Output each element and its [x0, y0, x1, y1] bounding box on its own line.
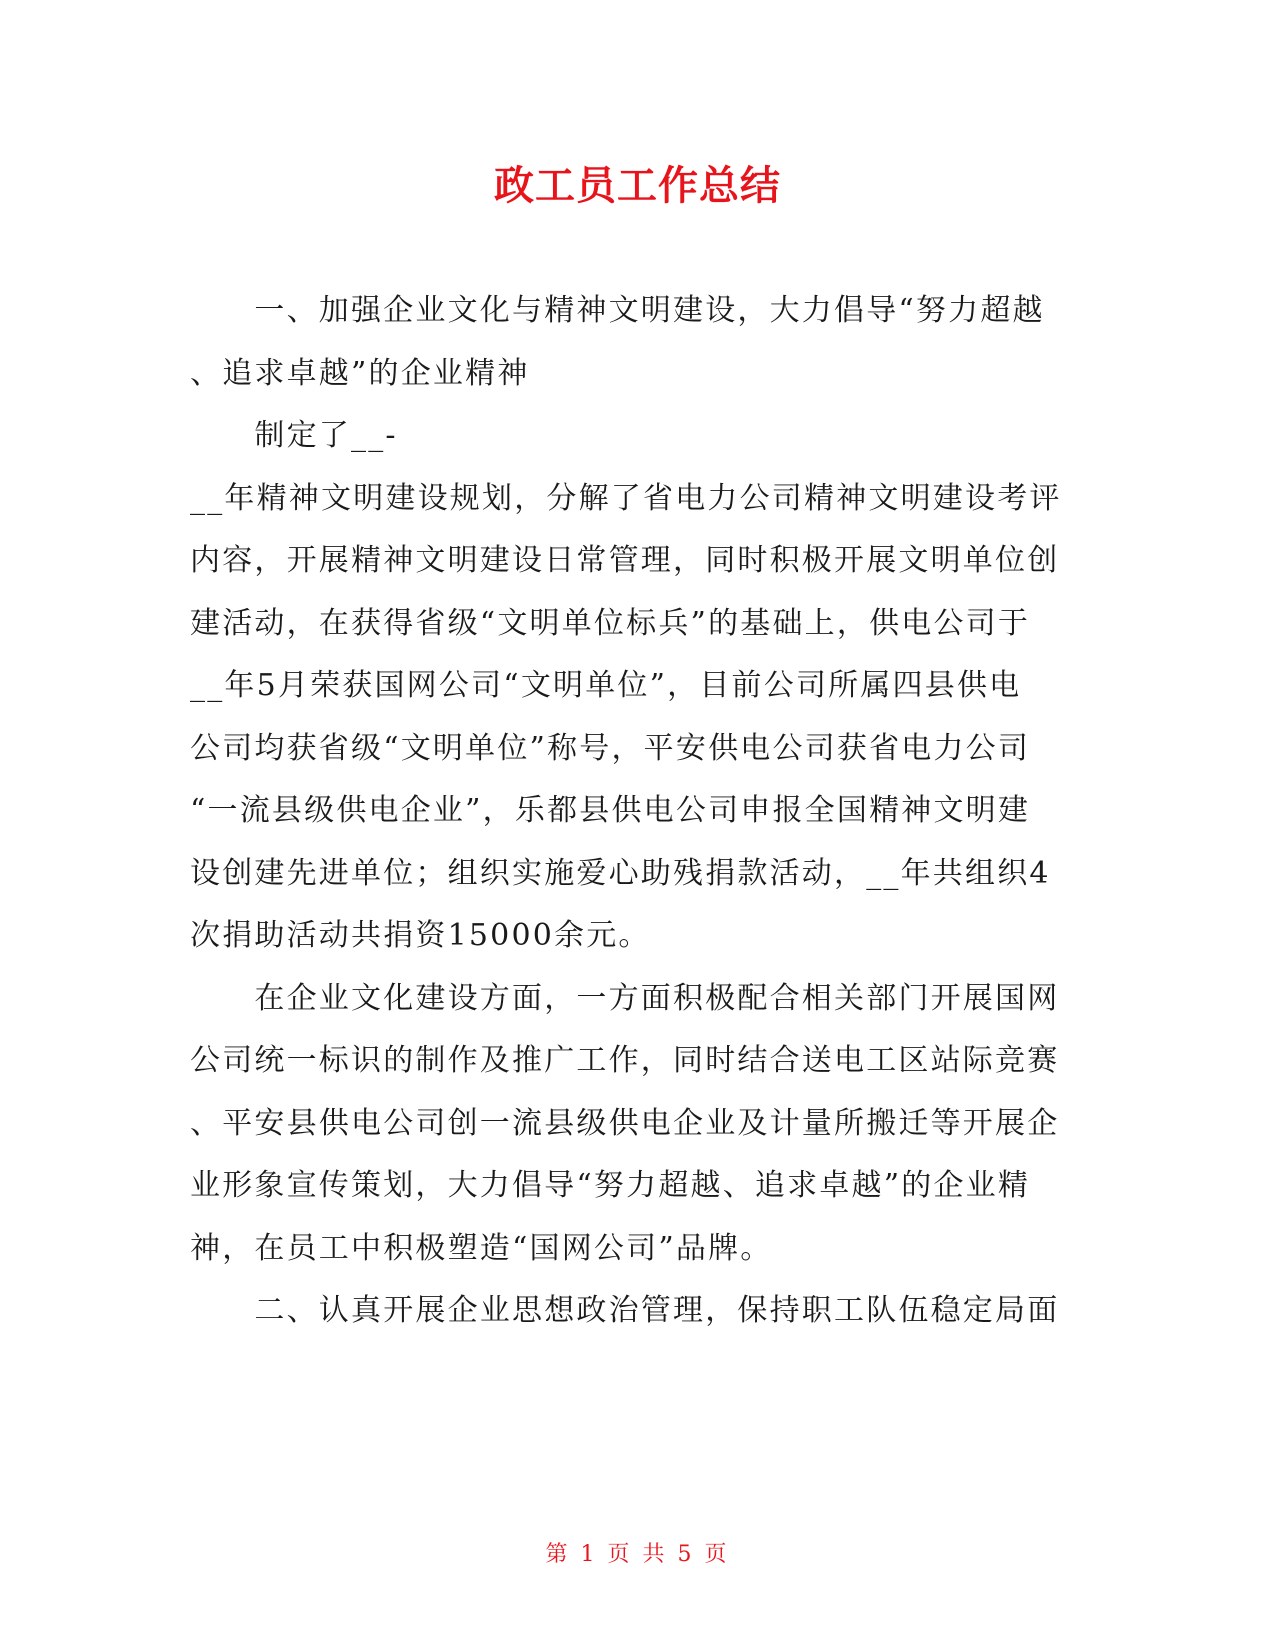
page-number-footer: 第 1 页 共 5 页: [545, 1542, 730, 1567]
paragraph-civilization-plan: 制定了__- __年精神文明建设规划，分解了省电力公司精神文明建设考评 内容，开展精神文明建设日常管理，同时积极开展文明单位创 建活动，在获得省级“文明单位标兵”的基础上，供电公司于 __年5月荣获国网公司“文明单位”，目前公司所属四县供电 公司均获省级“文明单位”称号，平安供电公司获省电力公司 “一流县级供电企业”，乐都县供电公司申报全国精神文明建 设创建先进单位；组织实施爱心助残捐款活动，__年共组织4 次捐助活动共捐资15000余元。: [190, 418, 1062, 953]
paragraph-corporate-culture: 在企业文化建设方面，一方面积极配合相关部门开展国网 公司统一标识的制作及推广工作，同时结合送电工区站际竞赛 、平安县供电公司创一流县级供电企业及计量所搬迁等开展企 业形象宣传策划，大力倡导“努力超越、追求卓越”的企业精 神，在员工中积极塑造“国网公司”品牌。: [190, 980, 1060, 1266]
page-title: 政工员工作总结: [494, 163, 781, 209]
paragraph-section-two-heading: 二、认真开展企业思想政治管理，保持职工队伍稳定局面: [190, 1293, 1060, 1328]
paragraph-section-one-heading: 一、加强企业文化与精神文明建设，大力倡导“努力超越 、追求卓越”的企业精神: [190, 293, 1045, 391]
document-body: [190, 280, 1090, 1343]
